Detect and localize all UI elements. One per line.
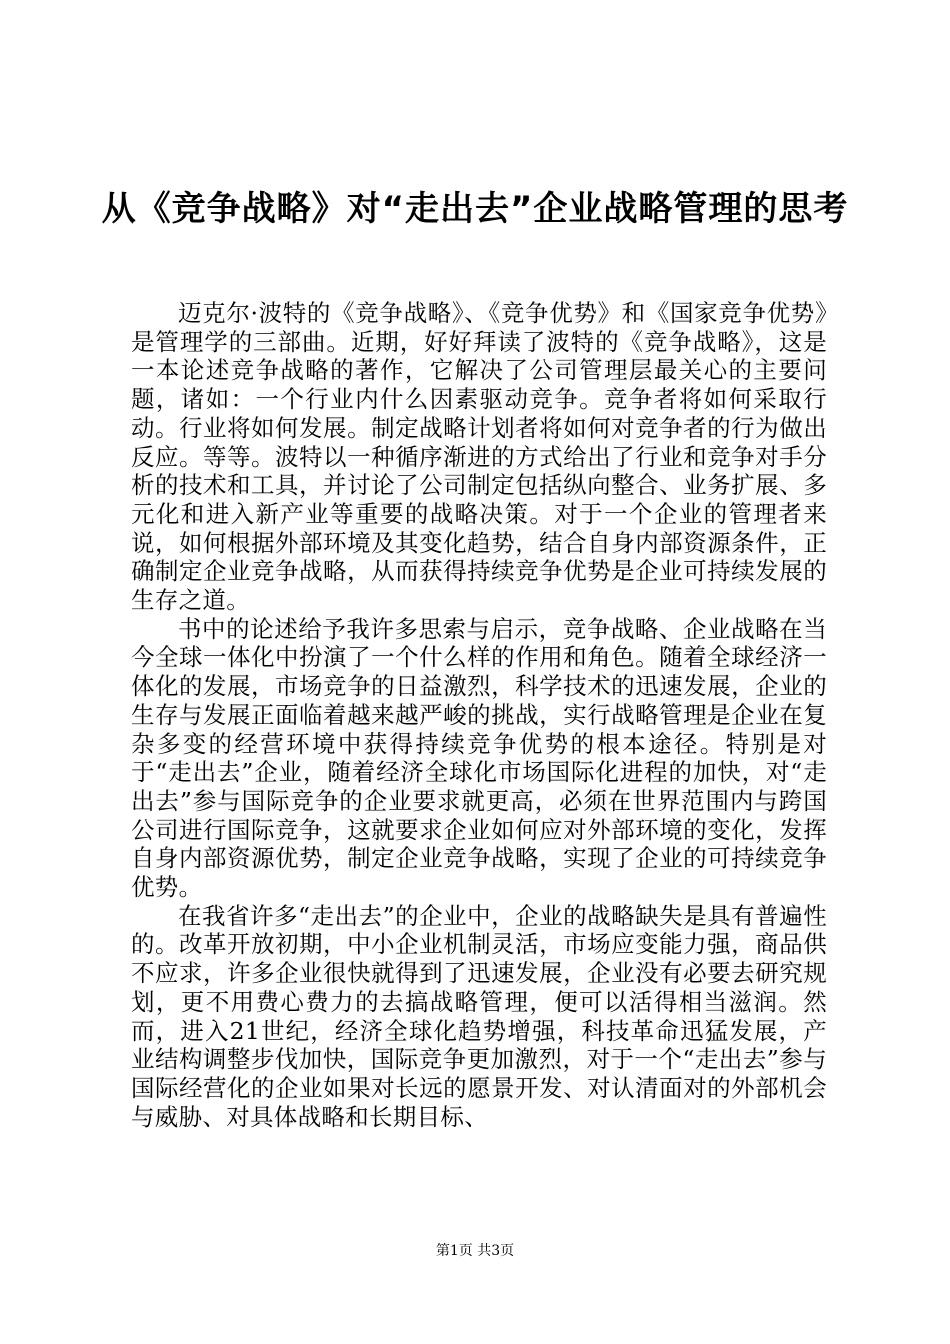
document-title: 从《竞争战略》对“走出去”企业战略管理的思考 (101, 189, 849, 229)
paragraph-1: 迈克尔·波特的《竞争战略》、《竞争优势》和《国家竞争优势》是管理学的三部曲。近期，好好拜读了波特的《竞争战略》，这是一本论述竞争战略的著作，它解决了公司管理层最关心的主要问题，诸如：一个行业内什么因素驱动竞争。竞争者将如何采取行动。行业将如何发展。制定战略计划者将如何对竞争者的行为做出反应。等等。波特以一种循序渐进的方式给出了行业和竞争对手分析的技术和工具，并讨论了公司制定包括纵向整合、业务扩展、多元化和进入新产业等重要的战略决策。对于一个企业的管理者来说，如何根据外部环境及其变化趋势，结合自身内部资源条件，正确制定企业竞争战略，从而获得持续竞争优势是企业可持续发展的生存之道。 (131, 299, 827, 615)
paragraph-2: 书中的论述给予我许多思索与启示，竞争战略、企业战略在当今全球一体化中扮演了一个什么样的作用和角色。随着全球经济一体化的发展，市场竞争的日益激烈，科学技术的迅速发展，企业的生存与发展正面临着越来越严峻的挑战，实行战略管理是企业在复杂多变的经营环境中获得持续竞争优势的根本途径。特别是对于“走出去”企业，随着经济全球化市场国际化进程的加快，对“走出去”参与国际竞争的企业要求就更高，必须在世界范围内与跨国公司进行国际竞争，这就要求企业如何应对外部环境的变化，发挥自身内部资源优势，制定企业竞争战略，实现了企业的可持续竞争优势。 (131, 614, 827, 902)
paragraph-3: 在我省许多“走出去”的企业中，企业的战略缺失是具有普遍性的。改革开放初期，中小企业机制灵活，市场应变能力强，商品供不应求，许多企业很快就得到了迅速发展，企业没有必要去研究规划，更不用费心费力的去搞战略管理，便可以活得相当滋润。然而，进入21世纪，经济全球化趋势增强，科技革命迅猛发展，产业结构调整步伐加快，国际竞争更加激烈，对于一个“走出去”参与国际经营化的企业如果对长远的愿景开发、对认清面对的外部机会与威胁、对具体战略和长期目标、 (131, 901, 827, 1131)
document-body (131, 299, 827, 1131)
page-footer: 第1页 共3页 (435, 1243, 515, 1259)
